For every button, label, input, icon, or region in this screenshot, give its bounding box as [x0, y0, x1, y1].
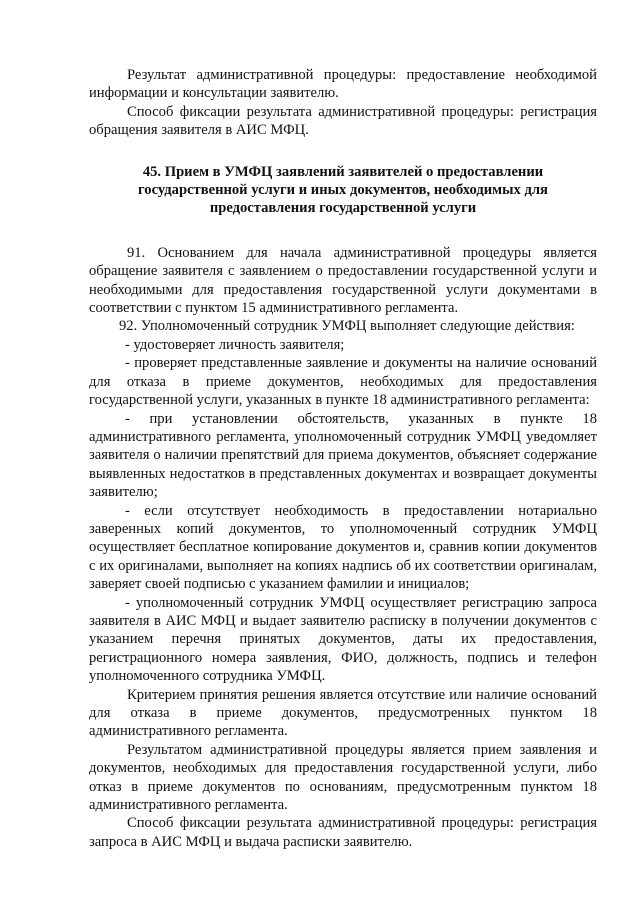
paragraph-91: 91. Основанием для начала административной процедуры является обращение заявителя с заявлением о предоставлении государственной услуги и необходимыми для предоставления государственной услуги документами в соответствии с пунктом 15 административного регламента.	[89, 244, 597, 317]
section-heading: 45. Прием в УМФЦ заявлений заявителей о предоставлении государственной услуги и иных документов, необходимых для предоставления государственной услуги	[138, 163, 548, 217]
paragraph-result-procedure: Результатом административной процедуры является прием заявления и документов, необходимых для предоставления государственной услуги, либо отказ в приеме документов по основаниям, предусмотренным пунктом 18 административного регламента.	[89, 741, 597, 814]
paragraph-fixation-method: Способ фиксации результата административной процедуры: регистрация обращения заявителя в АИС МФЦ.	[89, 103, 597, 139]
list-item-refusal-notice: - при установлении обстоятельств, указанных в пункте 18 административного регламента, уполномоченный сотрудник УМФЦ уведомляет заявителя о наличии препятствий для приема документов, объясняет содержание выявленных недостатков в представленных документах и возвращает документы заявителю;	[89, 410, 597, 501]
paragraph-criterion: Критерием принятия решения является отсутствие или наличие оснований для отказа в приеме документов, предусмотренных пунктом 18 административного регламента.	[89, 686, 597, 740]
paragraph-result: Результат административной процедуры: предоставление необходимой информации и консультации заявителю.	[89, 67, 597, 102]
paragraph-92: 92. Уполномоченный сотрудник УМФЦ выполняет следующие действия:	[119, 318, 575, 335]
paragraph-fixation-final: Способ фиксации результата административной процедуры: регистрация запроса в АИС МФЦ и выдача расписки заявителю.	[89, 815, 597, 850]
list-item-check-documents: - проверяет представленные заявление и документы на наличие оснований для отказа в приеме документов, необходимых для предоставления государственной услуги, указанных в пункте 18 административного регламента:	[89, 355, 597, 409]
list-item-copying: - если отсутствует необходимость в предоставлении нотариально заверенных копий документов, то уполномоченный сотрудник УМФЦ осуществляет бесплатное копирование документов и, сравнив копии документов с их оригиналами, выполняет на копиях надпись об их соответствии оригиналам, заверяет своей подписью с указанием фамилии и инициалов;	[89, 502, 597, 593]
document-body	[89, 66, 597, 851]
list-item-registration: - уполномоченный сотрудник УМФЦ осуществляет регистрацию запроса заявителя в АИС МФЦ и выдает заявителю расписку в получении документов с указанием перечня принятых документов, даты их предоставления, регистрационного номера заявления, ФИО, должность, подпись и телефон уполномоченного сотрудника УМФЦ.	[89, 594, 597, 685]
list-item-identity: - удостоверяет личность заявителя;	[125, 336, 345, 353]
